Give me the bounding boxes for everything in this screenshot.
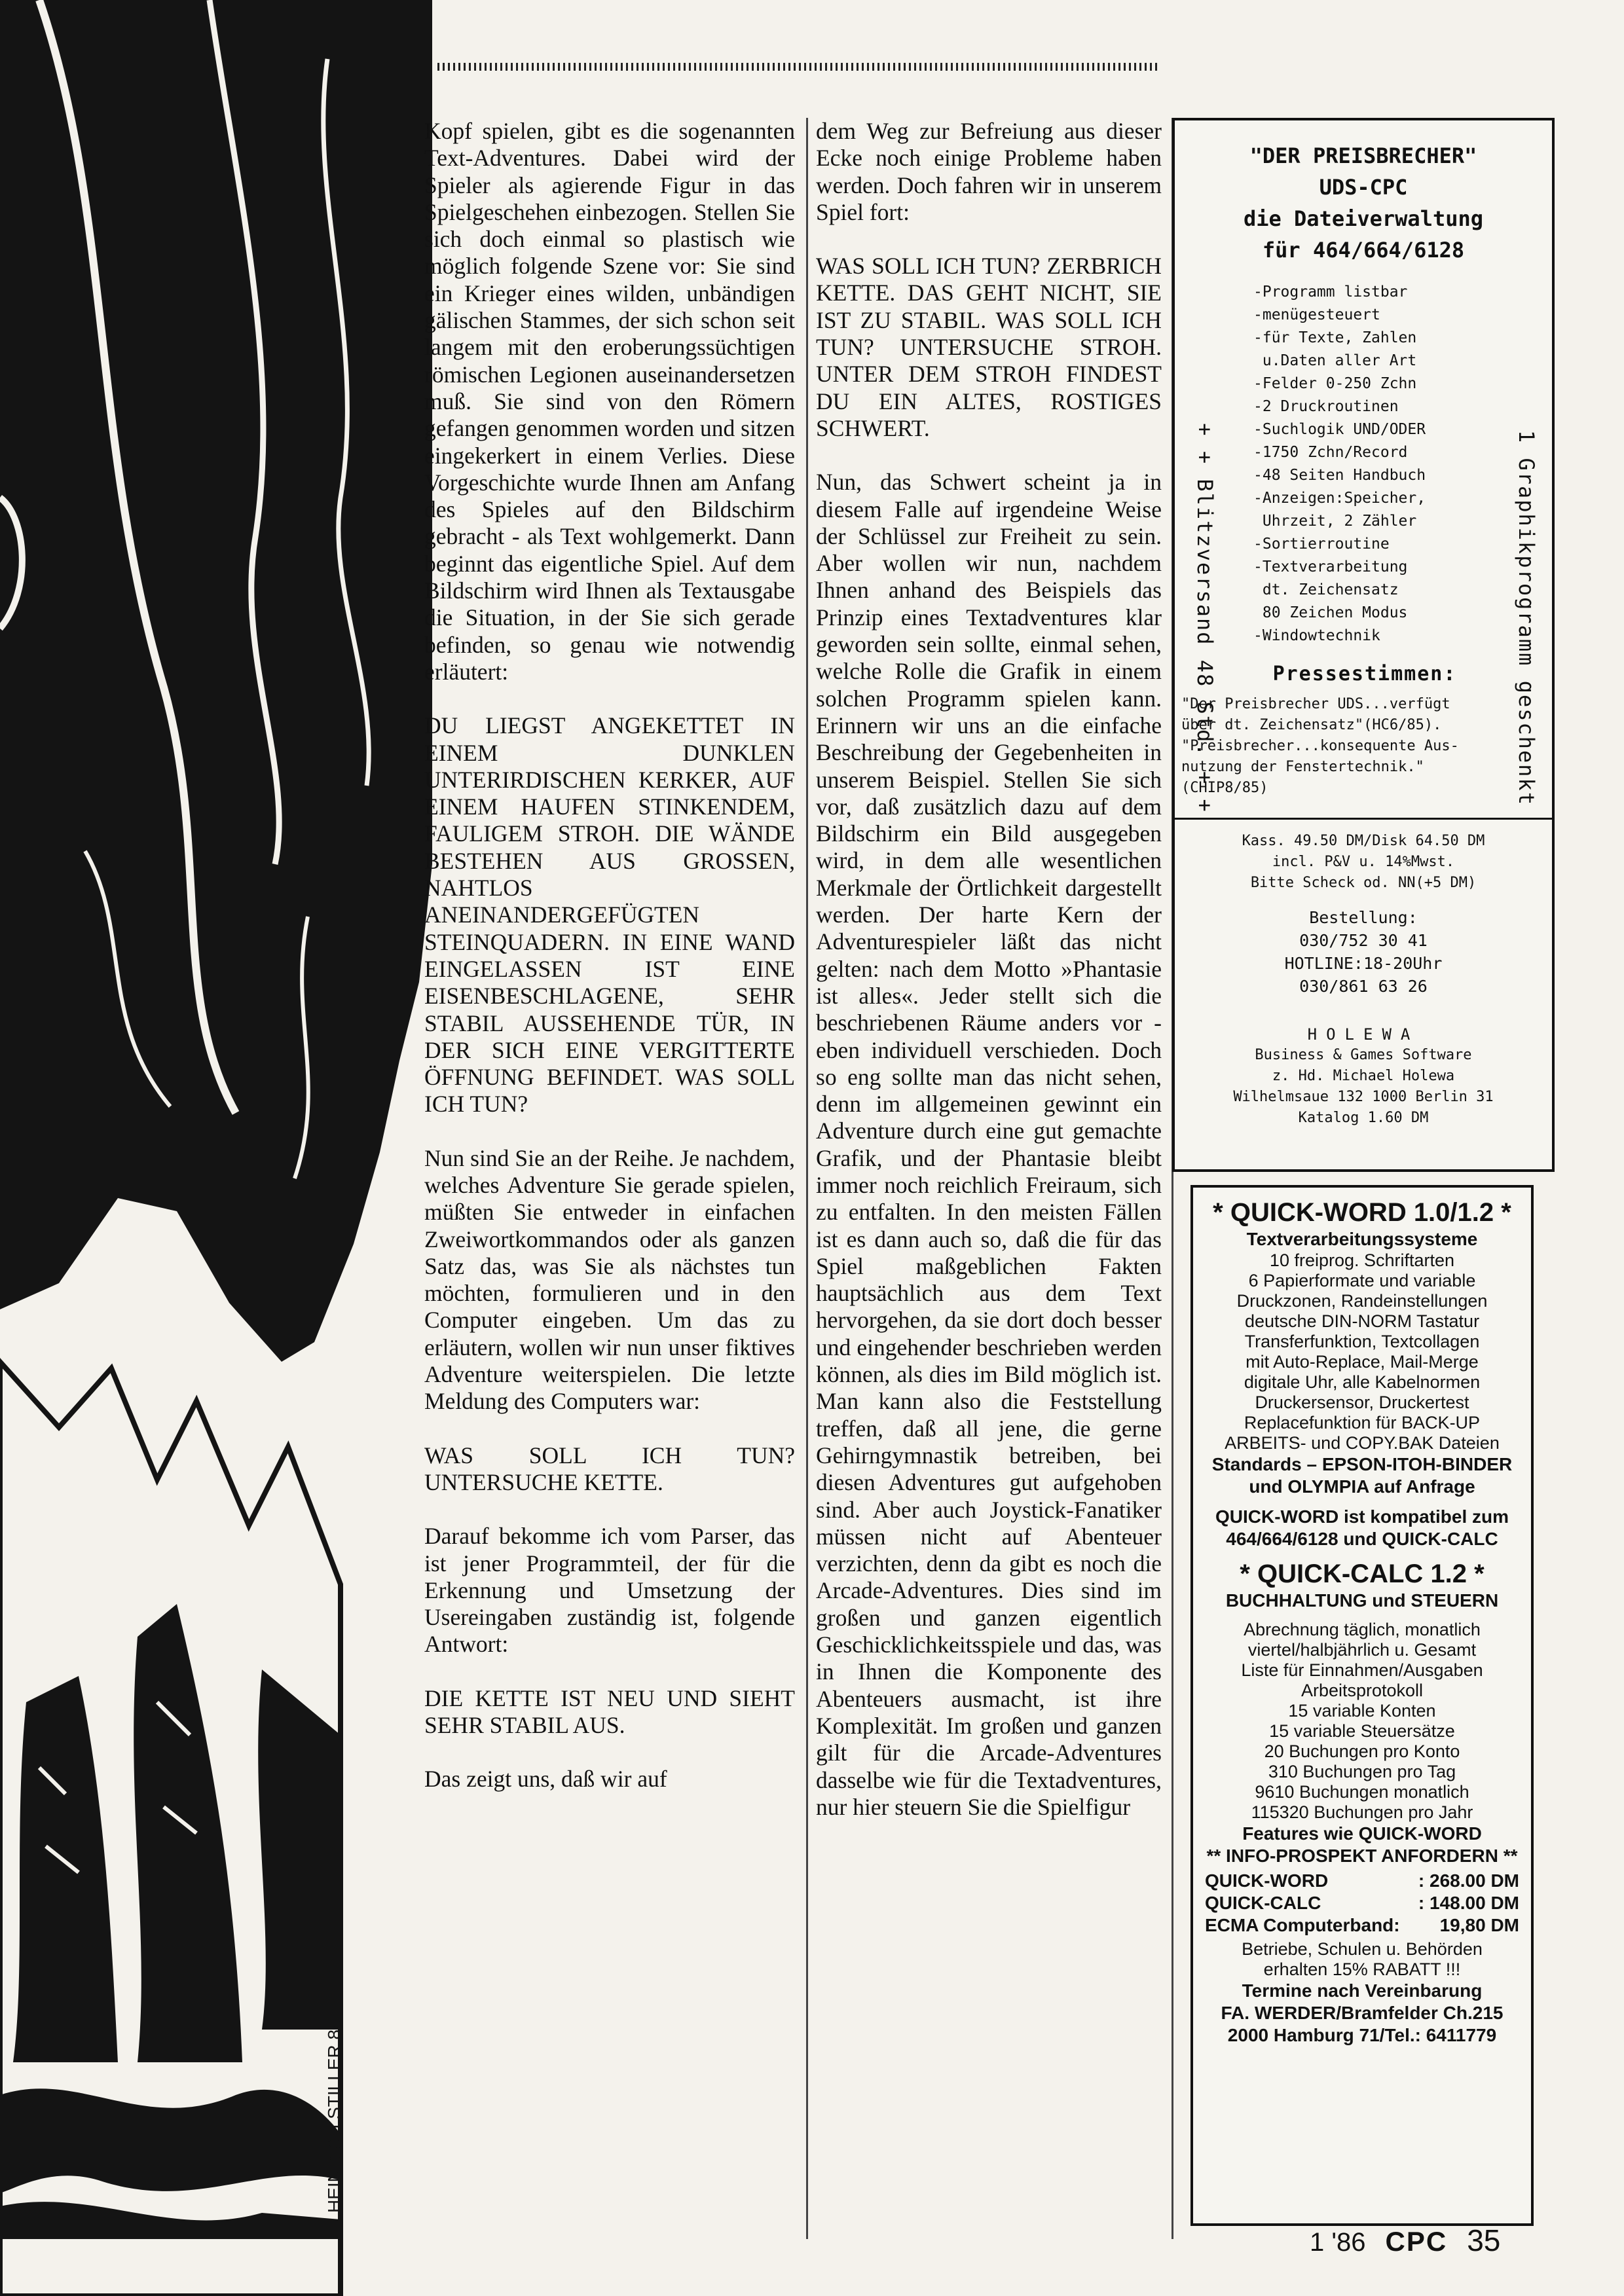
price-row (1205, 1914, 1519, 1937)
article-paragraph: Darauf bekomme ich vom Parser, das ist jener Programmteil, der für die Erkennung und Umsetzung der Usereingaben zuständig ist, folgende Antwort: (424, 1523, 795, 1658)
address-line: z. Hd. Michael Holewa (1272, 1068, 1455, 1084)
feature-item: -2 Druckroutinen (1253, 398, 1399, 415)
press-line: über dt. Zeichensatz"(HC6/85). (1181, 717, 1442, 733)
game-output: WAS SOLL ICH TUN? ZERBRICH KETTE. DAS GEHT NICHT, SIE IST ZU STABIL. WAS SOLL ICH TUN? UNTERSUCHE STROH. UNTER DEM STROH FINDEST DU EIN ALTES, ROSTIGES SCHWERT. (816, 253, 1162, 441)
price-row (1205, 1870, 1519, 1892)
address-line: HOLEWA (1307, 1025, 1420, 1044)
ad-subtitle: Textverarbeitungssysteme (1246, 1229, 1478, 1249)
magazine-name: CPC (1385, 2226, 1448, 2257)
feature-item: ARBEITS- und COPY.BAK Dateien (1225, 1433, 1500, 1453)
press-line: "Preisbrecher...konsequente Aus- (1181, 738, 1459, 754)
feature-item: 6 Papierformate und variable (1248, 1271, 1476, 1290)
address-line: Wilhelmsaue 132 1000 Berlin 31 (1233, 1089, 1494, 1105)
feature-item: Druckzonen, Randeinstellungen (1236, 1291, 1488, 1311)
feature-item: -Sortierroutine (1253, 536, 1390, 553)
calc-feature-item: 310 Buchungen pro Tag (1268, 1762, 1456, 1781)
feature-list (1253, 281, 1426, 647)
feature-item: -Suchlogik UND/ODER (1253, 421, 1426, 438)
ad-quick-word: * QUICK-WORD 1.0/1.2 * Textverarbeitungssysteme 10 freiprog. Schriftarten 6 Papierformate und variable Druckzonen, Randeinstellungen deutsche DIN-NORM Tastatur Transferfunktion, Textcollagen mit Auto-Replace, Mail-Merge digitale Uhr, alle Kabelnormen Druckersensor, Druckertest Replacefunktion für BACK-UP ARBEITS- und COPY.BAK Dateien Standards – EPSON-ITOH-BINDER und OLYMPIA auf Anfrage QUICK-WORD ist kompatibel zum 464/664/6128 und QUICK-CALC * QUICK-CALC 1.2 * BUCHHALTUNG und STEUERN Abrechnung täglich, monatlich viertel/halbjährlich u. Gesamt Liste für Einnahmen/Ausgaben Arbeitsprotokoll 15 variable Konten 15 variable Steuersätze 20 Buchungen pro Konto 310 Buchungen pro Tag 9610 Buchungen monatlich 115320 Buchungen pro Jahr Features wie QUICK-WORD ** INFO-PROSPEKT ANFORDERN ** QUICK-WORD : 268.00 DM QUICK-CALC : 148.00 DM ECMA Computerband: 19,80 DM Betriebe, Schulen u. Behörden erhalten 15% RABATT !!! Termine nach Vereinbarung FA. WERDER/Bramfelder Ch.215 2000 Hamburg 71/Tel.: 6411779 (1190, 1185, 1534, 2226)
ad-title-calc: * QUICK-CALC 1.2 * (1240, 1559, 1485, 1588)
game-output: WAS SOLL ICH TUN? UNTERSUCHE KETTE. (424, 1442, 795, 1495)
order-line: 030/752 30 41 (1299, 931, 1428, 950)
article-column-2 (816, 118, 1162, 1821)
press-quotes: Pressestimmen: "Der Preisbrecher UDS...verfügt über dt. Zeichensatz"(HC6/85). "Preisbrecher...konsequente Aus- nutzung der Fenstertechnik." (CHIP8/85) (1181, 664, 1548, 799)
feature-item: digitale Uhr, alle Kabelnormen (1244, 1372, 1481, 1392)
address-line: Katalog 1.60 DM (1298, 1110, 1429, 1126)
product-name: QUICK-CALC (1205, 1893, 1321, 1913)
ad-side-text-left: + + Blitzversand 48 Std. + + (1192, 423, 1217, 813)
calc-feature-item: 15 variable Steuersätze (1269, 1721, 1455, 1741)
product-price: : 268.00 DM (1418, 1870, 1519, 1891)
price-line: Bitte Scheck od. NN(+5 DM) (1250, 875, 1477, 891)
order-line: Bestellung: (1309, 908, 1418, 927)
feature-item: -Programm listbar (1253, 283, 1408, 301)
feature-item: -Windowtechnik (1253, 627, 1380, 644)
feature-item: -Anzeigen:Speicher, (1253, 490, 1426, 507)
article-column-1 (424, 118, 795, 1793)
price-line: incl. P&V u. 14%Mwst. (1272, 854, 1455, 870)
calc-feature-item: Arbeitsprotokoll (1301, 1681, 1424, 1700)
artist-signature: HEINRICH STILLER 85 (324, 2019, 344, 2213)
price-row (1205, 1892, 1519, 1914)
order-line: HOTLINE:18-20Uhr (1284, 954, 1443, 973)
page-number: 35 (1467, 2223, 1501, 2257)
feature-item: Uhrzeit, 2 Zähler (1253, 513, 1417, 530)
product-price: 19,80 DM (1439, 1915, 1519, 1935)
press-line: (CHIP8/85) (1181, 780, 1268, 796)
order-line: 030/861 63 26 (1299, 977, 1428, 996)
calc-feature-item: 9610 Buchungen monatlich (1255, 1782, 1469, 1802)
feature-item: Druckersensor, Druckertest (1255, 1393, 1469, 1412)
feature-item: -Textverarbeitung (1253, 558, 1408, 575)
article-paragraph: Nun sind Sie an der Reihe. Je nachdem, welches Adventure Sie gerade spielen, müßten Sie entweder in einfachen Zweiwortkommandos oder als ganzen Satz das, was Sie als nächstes tun möchten, formulieren und in den Computer eingeben. Um das zu erläutern, wollen wir nun unser fiktives Adventure weiterspielen. Die letzte Meldung des Computers war: (424, 1144, 795, 1415)
feature-item: 10 freiprog. Schriftarten (1269, 1250, 1455, 1270)
calc-feature-item: viertel/halbjährlich u. Gesamt (1247, 1640, 1477, 1660)
article-paragraph: Nun, das Schwert scheint ja in diesem Falle auf irgendeine Weise der Schlüssel zur Freiheit zu sein. Aber wollen wir nun, nachdem Ihnen anhand des Beispiels das Prinzip eines Textadventures klar geworden sein sollte, einmal sehen, welche Rolle die Grafik in einem solchen Programm spielen kann. Erinnern wir uns an die einfache Beschreibung der Gegebenheiten in unserem Beispiel. Stellen Sie sich vor, daß zusätzlich dazu auf dem Bildschirm ein Bild ausgegeben wird, in dem alle wesentlichen Merkmale der Örtlichkeit dargestellt werden. Der harte Kern der Adventurespieler läßt das nicht gelten: nach dem Motto »Phantasie ist alles«. Jeder stellt sich die beschriebenen Räume anders vor - eben individuell verschieden. Doch so eng sollte man das nicht sehen, denn im allgemeinen gewinnt ein Adventure durch eine gut gemachte Grafik, und der Phantasie bleibt immer noch reichlich Freiraum, sich zu entfalten. In den meisten Fällen ist es dann auch so, daß die für das Spiel maßgeblichen Fakten hauptsächlich aus dem Text hervorgehen, da sie dort doch besser und eingehender beschrieben werden können, als dies im Bild möglich ist. Man kann also die Feststellung treffen, daß all jene, die gerne Gehirngymnastik betreiben, bei diesen Adventures gut aufgehoben sind. Aber auch Joystick-Fanatiker müssen nicht auf Abenteuer verzichten, denn da gibt es noch die Arcade-Adventures. Dies sind im großen und ganzen eigentlich Geschicklichkeitsspiele und das, was in Ihnen die Komponente des Abenteuers ausmacht, ist ihre Komplexität. Im großen und ganzen gilt für die Arcade-Adventures dasselbe wie für die Textadventures, nur hier steuern Sie die Spielfigur (816, 469, 1162, 1820)
address-line: Business & Games Software (1255, 1047, 1472, 1063)
vendor-address (1175, 1024, 1552, 1129)
dungeon-illustration (0, 0, 432, 2296)
ad-header: "DER PREISBRECHER" UDS-CPC die Dateiverwaltung für 464/664/6128 (1243, 143, 1484, 263)
press-lines (1181, 694, 1548, 799)
feature-item: u.Daten aller Art (1253, 352, 1417, 369)
column-divider (806, 118, 808, 2239)
page-footer (1310, 2223, 1598, 2258)
feature-item: dt. Zeichensatz (1253, 581, 1399, 598)
price-info (1175, 831, 1552, 894)
article-paragraph: Kopf spielen, gibt es die sogenannten Text-Adventures. Dabei wird der Spieler als agierende Figur in das Spielgeschehen einbezogen. Stellen Sie sich doch einmal so plastisch wie möglich folgende Szene vor: Sie sind ein Krieger eines wilden, unbändigen gälischen Stammes, der sich schon seit langem mit den eroberungssüchtigen römischen Legionen auseinandersetzen muß. Sie sind von den Römern gefangen genommen worden und sitzen eingekerkert in einem Verlies. Diese Vorgeschichte wurde Ihnen am Anfang des Spieles auf den Bildschirm gebracht - als Text wohlgemerkt. Dann beginnt das eigentliche Spiel. Auf dem Bildschirm wird Ihnen als Textausgabe die Situation, in der Sie sich gerade befinden, so genau wie notwendig erläutert: (424, 118, 795, 685)
price-list (1205, 1870, 1519, 1937)
press-line: nutzung der Fenstertechnik." (1181, 759, 1424, 775)
feature-item: Replacefunktion für BACK-UP (1244, 1413, 1481, 1432)
price-line: Kass. 49.50 DM/Disk 64.50 DM (1242, 833, 1485, 849)
calc-feature-item: 20 Buchungen pro Konto (1264, 1741, 1460, 1761)
feature-list (1197, 1250, 1527, 1453)
feature-item: mit Auto-Replace, Mail-Merge (1246, 1352, 1479, 1372)
calc-feature-list (1197, 1620, 1527, 1823)
product-name: ECMA Computerband: (1205, 1915, 1400, 1935)
feature-item: 80 Zeichen Modus (1253, 604, 1408, 621)
feature-item: Transferfunktion, Textcollagen (1244, 1332, 1480, 1351)
feature-item: -1750 Zchn/Record (1253, 444, 1408, 461)
calc-feature-item: 115320 Buchungen pro Jahr (1251, 1802, 1473, 1822)
article-paragraph: dem Weg zur Befreiung aus dieser Ecke noch einige Probleme haben werden. Doch fahren wir in unserem Spiel fort: (816, 118, 1162, 225)
article-paragraph: Das zeigt uns, daß wir auf (424, 1766, 667, 1793)
product-price: : 148.00 DM (1418, 1893, 1519, 1913)
product-name: QUICK-WORD (1205, 1870, 1329, 1891)
ad-side-text-right: 1 Graphikprogramm geschenkt (1514, 429, 1539, 807)
top-dotted-rule (437, 63, 1159, 71)
feature-item: -48 Seiten Handbuch (1253, 467, 1426, 484)
feature-item: deutsche DIN-NORM Tastatur (1244, 1311, 1480, 1331)
feature-item: -menügesteuert (1253, 306, 1380, 323)
calc-feature-item: Abrechnung täglich, monatlich (1244, 1620, 1481, 1639)
calc-feature-item: 15 variable Konten (1288, 1701, 1436, 1721)
press-line: "Der Preisbrecher UDS...verfügt (1181, 696, 1450, 712)
ad-title: * QUICK-WORD 1.0/1.2 * (1213, 1198, 1511, 1227)
feature-item: -Felder 0-250 Zchn (1253, 375, 1417, 392)
issue-number: 1 '86 (1310, 2228, 1366, 2257)
game-output: DU LIEGST ANGEKETTET IN EINEM DUNKLEN UNTERIRDISCHEN KERKER, AUF EINEM HAUFEN STINKENDEM, FAULIGEM STROH. DIE WÄNDE BESTEHEN AUS GROSSEN, NAHTLOS ANEINANDERGEFÜGTEN STEINQUADERN. IN EINE WAND EINGELASSEN IST EINE EISENBESCHLAGENE, SEHR STABIL AUSSEHENDE TÜR, IN DER SICH EINE VERGITTERTE ÖFFNUNG BEFINDET. WAS SOLL ICH TUN? (424, 712, 795, 1118)
feature-item: -für Texte, Zahlen (1253, 329, 1417, 346)
calc-feature-item: Liste für Einnahmen/Ausgaben (1241, 1660, 1483, 1680)
game-output: DIE KETTE IST NEU UND SIEHT SEHR STABIL AUS. (424, 1685, 795, 1739)
divider (1175, 818, 1552, 820)
order-info (1175, 906, 1552, 998)
ad-uds-cpc (1172, 118, 1555, 1172)
